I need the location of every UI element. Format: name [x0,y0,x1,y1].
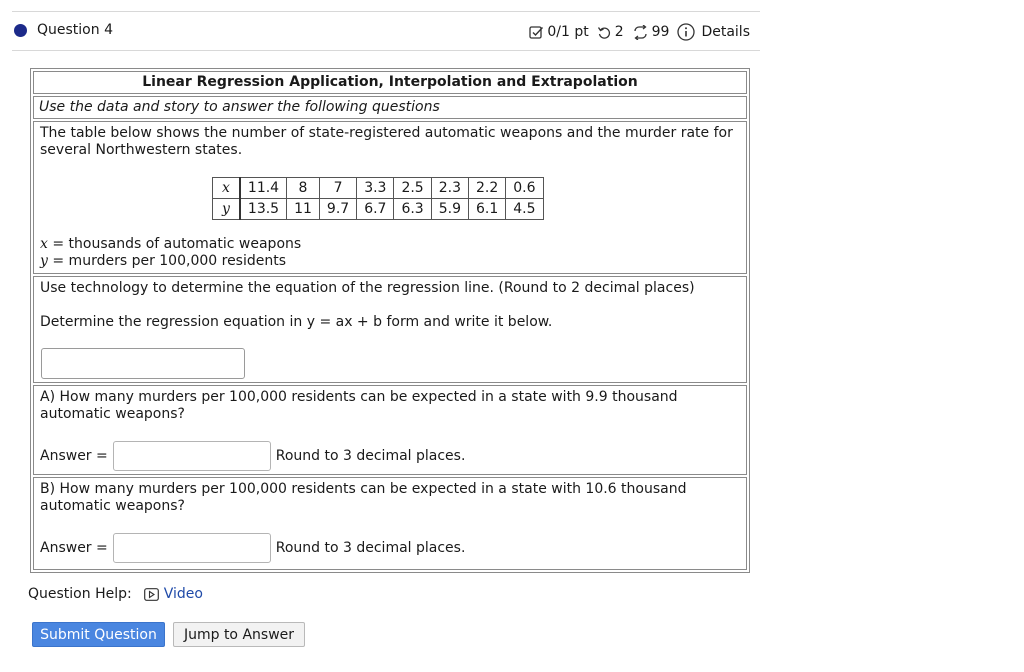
story-section [33,121,747,274]
part-b-round-hint: Round to 3 decimal places. [275,539,466,556]
table-y-label: y [213,199,240,220]
top-divider [12,11,760,12]
table-cell: 7 [319,178,356,199]
table-cell: 9.7 [319,199,356,220]
table-cell: 2.2 [468,178,505,199]
data-table [212,177,544,220]
table-cell: 6.3 [394,199,431,220]
retries-count: 2 [614,24,624,40]
problem-title: Linear Regression Application, Interpolation and Extrapolation [33,71,747,94]
table-cell: 11.4 [240,178,287,199]
video-icon [144,588,159,601]
regression-instruction: Use technology to determine the equation of the regression line. (Round to 2 decimal places) [40,280,695,296]
part-b-question: B) How many murders per 100,000 residents can be expected in a state with 10.6 thousand automatic weapons? [40,481,687,514]
y-definition: y = murders per 100,000 residents [40,253,287,269]
question-help-label: Question Help: [28,586,132,602]
regression-prompt: Determine the regression equation in y = ax + b form and write it below. [40,314,553,330]
question-header [12,21,760,43]
part-a-round-hint: Round to 3 decimal places. [275,447,466,464]
part-a-answer-input[interactable] [113,441,271,471]
checkbox-score-icon [529,25,544,40]
table-row-y [213,199,544,220]
part-b-answer-row [40,533,465,563]
story-text: The table below shows the number of state-registered automatic weapons and the murder rate for several Northwestern states. [40,125,733,158]
part-a-answer-label: Answer = [40,447,108,464]
header-divider [12,50,760,51]
part-a-question: A) How many murders per 100,000 residents can be expected in a state with 9.9 thousand automatic weapons? [40,389,678,422]
question-status-dot [14,24,27,37]
table-cell: 13.5 [240,199,287,220]
table-row-x [213,178,544,199]
attempts-icon [632,25,649,40]
video-link-label: Video [163,586,203,602]
submit-question-button[interactable]: Submit Question [32,622,165,647]
question-title: Question 4 [37,22,113,38]
regression-section [33,276,747,383]
question-meta [529,21,750,43]
details-link[interactable]: Details [701,24,750,40]
jump-to-answer-button[interactable]: Jump to Answer [173,622,305,647]
table-cell: 3.3 [357,178,394,199]
attempts-count: 99 [651,24,670,40]
retry-icon [597,25,612,40]
table-x-label: x [213,178,240,199]
regression-equation-input[interactable] [41,348,245,379]
question-help [28,586,203,602]
part-a-section [33,385,747,475]
part-b-section [33,477,747,570]
table-cell: 5.9 [431,199,468,220]
problem-container [30,68,750,573]
variable-definitions [40,236,301,270]
part-b-answer-label: Answer = [40,539,108,556]
video-help-link[interactable] [144,586,203,602]
table-cell: 11 [287,199,320,220]
table-cell: 6.1 [468,199,505,220]
table-cell: 4.5 [506,199,543,220]
table-cell: 2.3 [431,178,468,199]
score-text: 0/1 pt [547,24,589,40]
problem-subtitle: Use the data and story to answer the following questions [33,96,747,119]
info-icon[interactable] [677,23,695,41]
part-b-answer-input[interactable] [113,533,271,563]
table-cell: 2.5 [394,178,431,199]
table-cell: 0.6 [506,178,543,199]
part-a-answer-row [40,441,465,471]
table-cell: 8 [287,178,320,199]
table-cell: 6.7 [357,199,394,220]
x-definition: x = thousands of automatic weapons [40,236,302,252]
